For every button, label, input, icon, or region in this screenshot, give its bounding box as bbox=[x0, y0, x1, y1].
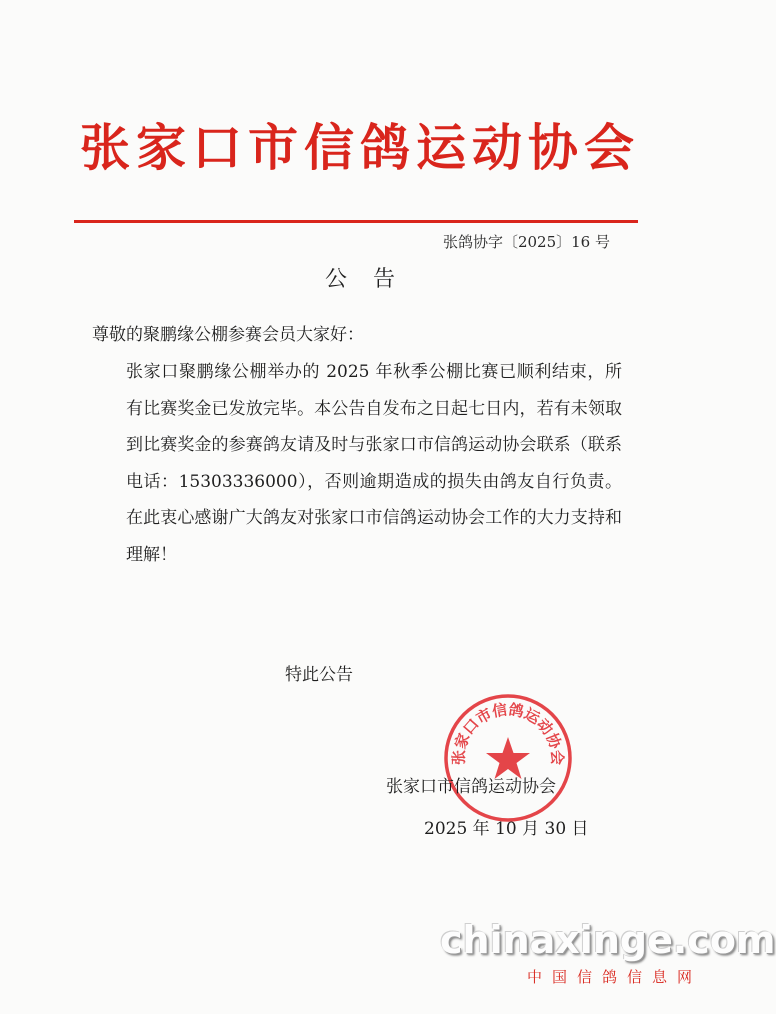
seal-text: 张家口市信鸽运动协会 bbox=[449, 700, 567, 766]
salutation: 尊敬的聚鹏缘公棚参赛会员大家好： bbox=[92, 325, 364, 345]
notice-body bbox=[92, 354, 622, 573]
letterhead-title: 张家口市信鸽运动协会 bbox=[80, 119, 640, 177]
official-seal bbox=[442, 692, 574, 824]
signature-org: 张家口市信鸽运动协会 bbox=[386, 777, 556, 797]
issue-date: 2025 年 10 月 30 日 bbox=[424, 819, 589, 839]
site-watermark: chinaxinge.com bbox=[440, 918, 776, 962]
document-number: 张鸽协字〔2025〕16 号 bbox=[442, 233, 610, 251]
site-tagline: 中国信鸽信息网 bbox=[526, 968, 702, 986]
body-paragraph: 张家口聚鹏缘公棚举办的 2025 年秋季公棚比赛已顺利结束，所有比赛奖金已发放完毕。本公告自发布之日起七日内，若有未领取到比赛奖金的参赛鸽友请及时与张家口市信鸽运动协会联系（联系电话：15303336000），否则逾期造成的损失由鸽友自行负责。在此衷心感谢广大鸽友对张家口市信鸽运动协会工作的大力支持和理解！ bbox=[126, 362, 622, 565]
notice-heading: 公告 bbox=[324, 267, 421, 292]
letterhead-divider bbox=[74, 220, 638, 223]
closing-line: 特此公告 bbox=[285, 665, 353, 685]
